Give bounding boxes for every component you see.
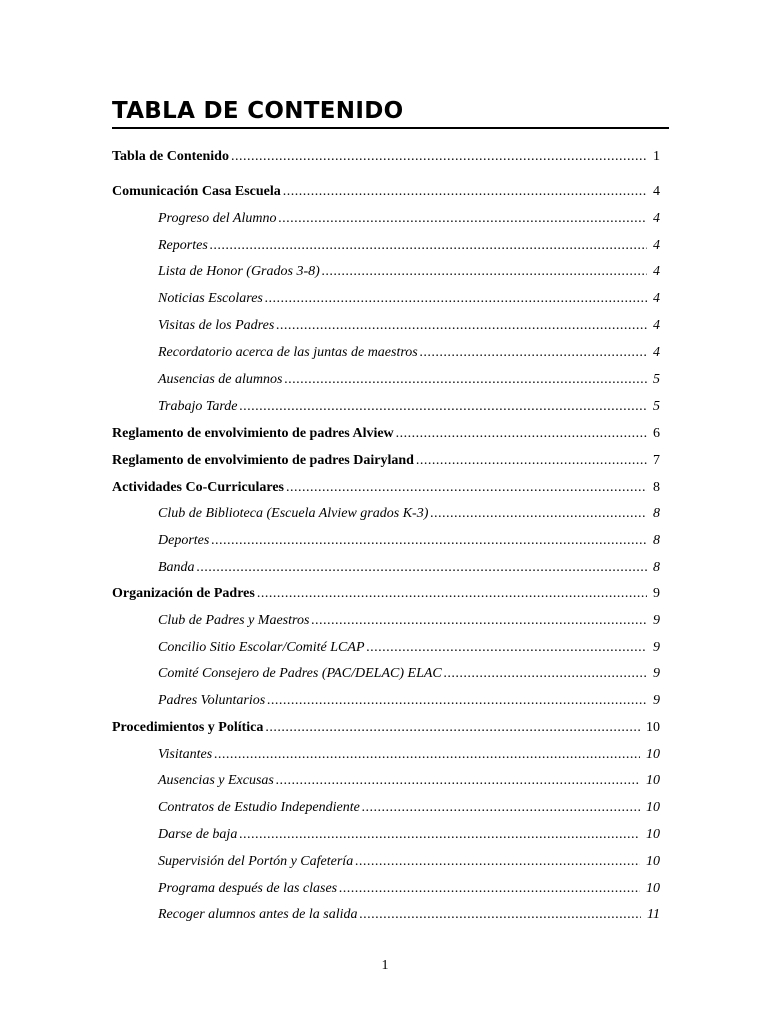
toc-dot-leader [255, 584, 647, 604]
toc-entry-page: 4 [653, 264, 660, 279]
toc-dot-leader [237, 825, 640, 845]
toc-entry-label: Recoger alumnos antes de la salida [158, 907, 358, 922]
toc-dot-leader [281, 182, 647, 202]
toc-entry-label: Club de Padres y Maestros [158, 613, 310, 628]
toc-entry-label: Tabla de Contenido [112, 149, 229, 164]
toc-dot-leader [212, 745, 640, 765]
toc-entry-page: 10 [646, 881, 660, 896]
toc-entry-label: Organización de Padres [112, 586, 255, 601]
toc-entry [112, 718, 660, 738]
toc-entry-label: Deportes [158, 533, 210, 548]
toc-entry-label: Concilio Sitio Escolar/Comité LCAP [158, 640, 365, 655]
toc-dot-leader [229, 147, 647, 167]
toc-entry [158, 316, 660, 336]
toc-entry [158, 289, 660, 309]
toc-dot-leader [309, 611, 647, 631]
toc-entry-label: Noticias Escolares [158, 291, 263, 306]
toc-entry-page: 9 [653, 586, 660, 601]
toc-entry-page: 11 [647, 907, 660, 922]
toc-entry-page: 4 [653, 318, 660, 333]
toc-entry-page: 9 [653, 640, 660, 655]
toc-dot-leader [442, 664, 647, 684]
toc-entry-label: Banda [158, 560, 195, 575]
toc-entry-label: Darse de baja [158, 827, 238, 842]
toc-entry-label: Visitas de los Padres [158, 318, 275, 333]
toc-entry [158, 852, 660, 872]
toc-dot-leader [276, 209, 647, 229]
toc-entry-page: 4 [653, 184, 660, 199]
toc-entry [112, 182, 660, 202]
toc-dot-leader [337, 879, 640, 899]
toc-entry [112, 424, 660, 444]
toc-entry-page: 4 [653, 211, 660, 226]
toc-entry [158, 798, 660, 818]
toc-entry-page: 8 [653, 533, 660, 548]
toc-entry-page: 8 [653, 506, 660, 521]
toc-dot-leader [238, 397, 648, 417]
toc-entry-page: 4 [653, 345, 660, 360]
toc-dot-leader [394, 424, 647, 444]
toc-dot-leader [265, 691, 647, 711]
toc-entry-label: Actividades Co-Curriculares [112, 480, 284, 495]
toc-entry-page: 6 [653, 426, 660, 441]
toc-entry-page: 5 [653, 372, 660, 387]
toc-entry [158, 745, 660, 765]
toc-entry-page: 10 [646, 800, 660, 815]
toc-entry-label: Recordatorio acerca de las juntas de maestros [158, 345, 418, 360]
toc-entry-label: Ausencias y Excusas [158, 773, 274, 788]
toc-entry [112, 478, 660, 498]
toc-entry-page: 10 [646, 827, 660, 842]
toc-entry-label: Club de Biblioteca (Escuela Alview grados K-3) [158, 506, 429, 521]
toc-entry-label: Padres Voluntarios [158, 693, 266, 708]
toc-entry [158, 558, 660, 578]
toc-entry [158, 262, 660, 282]
toc-entry [158, 611, 660, 631]
toc-dot-leader [209, 531, 647, 551]
toc-dot-leader [263, 718, 640, 738]
toc-entry-page: 9 [653, 666, 660, 681]
page-title: TABLA DE CONTENIDO [112, 98, 404, 124]
toc-entry-label: Programa después de las clases [158, 881, 338, 896]
toc-dot-leader [195, 558, 647, 578]
toc-entry-label: Comunicación Casa Escuela [112, 184, 281, 199]
toc-entry-label: Contratos de Estudio Independiente [158, 800, 360, 815]
toc-entry [112, 584, 660, 604]
toc-dot-leader [365, 638, 648, 658]
toc-entry-page: 10 [646, 747, 660, 762]
toc-dot-leader [418, 343, 647, 363]
toc-entry [158, 236, 660, 256]
toc-entry-page: 10 [646, 720, 660, 735]
toc-entry [158, 343, 660, 363]
toc-entry-page: 10 [646, 854, 660, 869]
toc-entry [158, 771, 660, 791]
toc-entry-page: 4 [653, 291, 660, 306]
toc-entry-label: Reglamento de envolvimiento de padres Dairyland [112, 453, 414, 468]
toc-entry-label: Ausencias de alumnos [158, 372, 283, 387]
toc-entry-label: Reportes [158, 238, 208, 253]
toc-dot-leader [263, 289, 647, 309]
toc-dot-leader [360, 798, 640, 818]
toc-entry-label: Progreso del Alumno [158, 211, 277, 226]
toc-dot-leader [414, 451, 647, 471]
toc-entry [158, 664, 660, 684]
toc-dot-leader [274, 316, 647, 336]
toc-dot-leader [428, 504, 647, 524]
toc-entry-label: Reglamento de envolvimiento de padres Alview [112, 426, 394, 441]
toc-entry-page: 9 [653, 613, 660, 628]
toc-entry [158, 879, 660, 899]
toc-entry-page: 4 [653, 238, 660, 253]
toc-entry [158, 825, 660, 845]
toc-entry-page: 9 [653, 693, 660, 708]
toc-entry-page: 10 [646, 773, 660, 788]
toc-dot-leader [357, 905, 641, 925]
toc-entry-label: Visitantes [158, 747, 213, 762]
page-number: 1 [381, 958, 389, 973]
toc-entry-label: Trabajo Tarde [158, 399, 238, 414]
toc-entry [158, 370, 660, 390]
toc-dot-leader [282, 370, 647, 390]
toc-dot-leader [284, 478, 647, 498]
toc-dot-leader [353, 852, 640, 872]
toc-entry-page: 8 [653, 560, 660, 575]
toc-entry [158, 531, 660, 551]
toc-entry [158, 691, 660, 711]
toc-entry-label: Procedimientos y Política [112, 720, 264, 735]
toc-entry [158, 209, 660, 229]
toc-entry-page: 7 [653, 453, 660, 468]
toc-dot-leader [320, 262, 647, 282]
toc-entry [112, 147, 660, 167]
toc-entry-label: Lista de Honor (Grados 3-8) [158, 264, 320, 279]
toc-entry [112, 451, 660, 471]
toc-entry [158, 397, 660, 417]
toc-entry [158, 905, 660, 925]
toc-entry-label: Supervisión del Portón y Cafetería [158, 854, 354, 869]
toc-entry-label: Comité Consejero de Padres (PAC/DELAC) ELAC [158, 666, 442, 681]
toc-dot-leader [274, 771, 640, 791]
toc-entry [158, 504, 660, 524]
toc-entry-page: 5 [653, 399, 660, 414]
toc-entry [158, 638, 660, 658]
toc-entry-page: 8 [653, 480, 660, 495]
toc-entry-page: 1 [653, 149, 660, 164]
toc-dot-leader [208, 236, 647, 256]
